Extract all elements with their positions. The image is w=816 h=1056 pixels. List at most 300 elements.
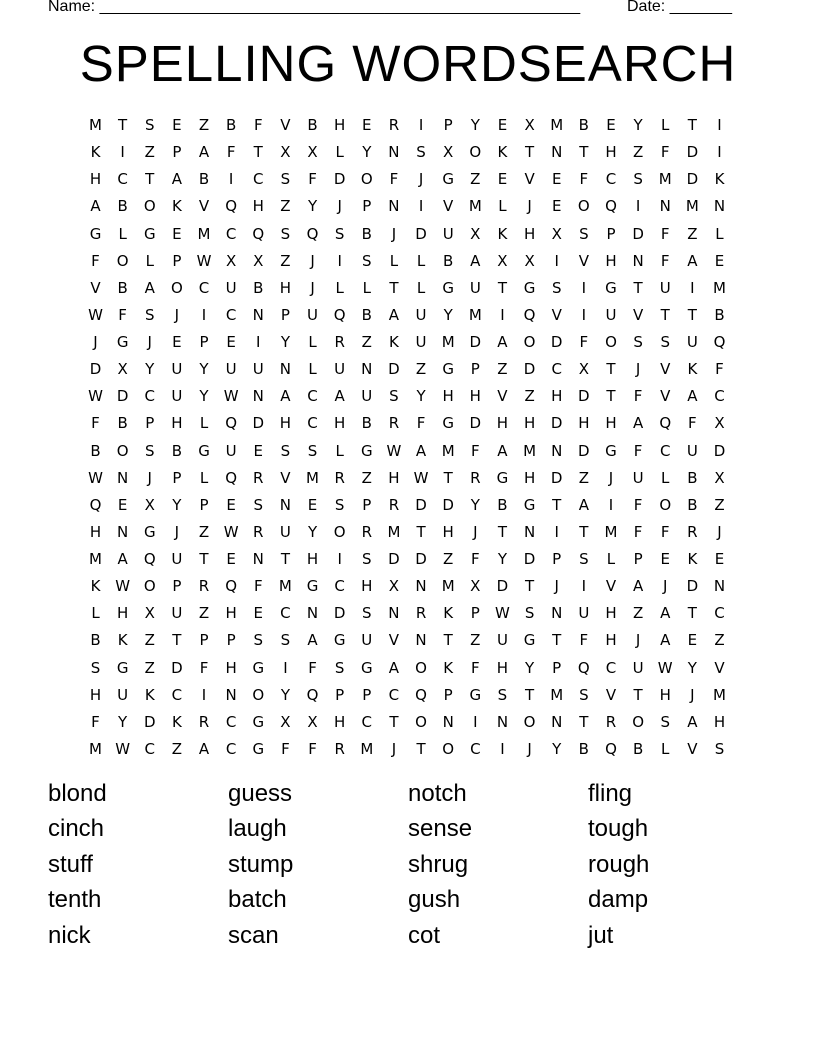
grid-letter: Q: [333, 305, 346, 324]
grid-letter: Z: [714, 495, 725, 514]
grid-letter: D: [89, 360, 102, 379]
grid-letter: Y: [470, 495, 480, 514]
grid-letter: T: [253, 143, 263, 162]
grid-letter: H: [306, 550, 319, 569]
grid-letter: H: [713, 712, 726, 731]
grid-letter: S: [524, 604, 535, 623]
grid-letter: S: [334, 658, 345, 677]
grid-letter: E: [660, 550, 670, 569]
grid-letter: J: [310, 278, 315, 297]
grid-letter: F: [199, 658, 209, 677]
grid-letter: H: [279, 278, 292, 297]
grid-letter: U: [632, 658, 644, 677]
grid-letter: U: [117, 685, 129, 704]
grid-letter: I: [581, 305, 587, 324]
word-list-item: notch: [408, 780, 467, 807]
word-list-item: tough: [588, 815, 649, 842]
word-list-item: stuff: [48, 851, 93, 878]
grid-letter: J: [174, 305, 180, 324]
grid-letter: D: [686, 577, 699, 596]
grid-letter: Y: [633, 116, 643, 134]
grid-letter: L: [498, 197, 507, 216]
grid-letter: L: [362, 278, 371, 297]
grid-letter: D: [496, 577, 509, 596]
grid-letter: B: [578, 116, 589, 134]
grid-letter: D: [550, 414, 563, 433]
grid-letter: G: [523, 495, 536, 514]
grid-letter: C: [714, 604, 725, 623]
grid-letter: S: [362, 604, 372, 623]
grid-letter: C: [225, 305, 237, 324]
grid-letter: O: [116, 251, 129, 270]
grid-letter: J: [418, 170, 424, 189]
grid-letter: S: [280, 170, 291, 189]
grid-letter: C: [225, 224, 237, 243]
grid-letter: T: [579, 712, 589, 731]
grid-letter: T: [524, 143, 535, 162]
grid-letter: Z: [361, 333, 372, 352]
grid-letter: A: [90, 197, 101, 216]
grid-letter: S: [551, 278, 562, 297]
grid-letter: F: [633, 495, 643, 514]
grid-letter: N: [279, 495, 292, 514]
grid-letter: C: [280, 604, 291, 623]
grid-letter: K: [714, 170, 725, 189]
grid-letter: F: [470, 658, 480, 677]
grid-letter: Y: [307, 197, 318, 216]
grid-letter: N: [388, 143, 400, 162]
grid-letter: M: [604, 522, 618, 541]
grid-letter: K: [171, 197, 182, 216]
grid-letter: P: [280, 305, 290, 324]
grid-letter: Y: [497, 550, 508, 569]
grid-letter: I: [500, 305, 505, 324]
grid-letter: C: [307, 387, 318, 406]
grid-letter: R: [198, 577, 210, 596]
grid-letter: L: [661, 739, 670, 758]
grid-letter: S: [660, 333, 670, 352]
grid-letter: N: [252, 550, 264, 569]
grid-letter: F: [633, 441, 643, 460]
grid-letter: Q: [89, 495, 102, 514]
grid-letter: U: [496, 631, 508, 650]
grid-letter: Y: [280, 333, 290, 352]
grid-letter: U: [225, 360, 237, 379]
grid-letter: C: [361, 712, 373, 731]
grid-letter: F: [579, 631, 589, 650]
grid-letter: D: [469, 333, 482, 352]
grid-letter: E: [226, 495, 236, 514]
grid-letter: L: [91, 604, 100, 623]
grid-letter: X: [253, 251, 264, 270]
grid-letter: T: [579, 522, 589, 541]
grid-letter: E: [226, 333, 236, 352]
grid-letter: L: [199, 414, 209, 433]
grid-letter: C: [388, 685, 400, 704]
grid-letter: V: [280, 468, 291, 487]
grid-letter: K: [497, 224, 508, 243]
grid-letter: J: [391, 739, 397, 758]
grid-letter: B: [117, 414, 128, 433]
grid-letter: R: [253, 522, 264, 541]
grid-letter: X: [470, 224, 481, 243]
grid-letter: R: [388, 495, 400, 514]
grid-letter: T: [497, 278, 508, 297]
grid-letter: H: [252, 197, 264, 216]
grid-letter: H: [388, 468, 400, 487]
grid-letter: E: [362, 116, 372, 134]
grid-letter: C: [225, 712, 237, 731]
grid-letter: J: [554, 577, 559, 596]
grid-letter: K: [117, 631, 128, 650]
grid-letter: M: [89, 116, 102, 134]
grid-letter: V: [660, 387, 671, 406]
grid-letter: G: [252, 712, 265, 731]
grid-letter: G: [605, 278, 617, 297]
grid-letter: I: [418, 197, 424, 216]
grid-letter: B: [225, 116, 237, 134]
grid-letter: J: [663, 577, 668, 596]
grid-letter: U: [686, 333, 698, 352]
grid-letter: V: [280, 116, 291, 134]
grid-letter: Z: [714, 631, 725, 650]
grid-letter: O: [605, 333, 617, 352]
grid-letter: A: [198, 739, 210, 758]
grid-letter: J: [527, 197, 532, 216]
grid-letter: H: [496, 414, 509, 433]
grid-letter: F: [660, 143, 670, 162]
grid-letter: F: [633, 387, 643, 406]
grid-letter: W: [88, 468, 103, 487]
grid-letter: S: [144, 305, 155, 324]
grid-letter: V: [578, 251, 589, 270]
grid-letter: G: [496, 468, 509, 487]
grid-letter: Z: [144, 143, 155, 162]
grid-letter: J: [174, 522, 180, 541]
grid-letter: Z: [280, 251, 291, 270]
grid-letter: B: [307, 116, 318, 134]
grid-letter: P: [470, 360, 480, 379]
grid-letter: O: [632, 712, 644, 731]
grid-letter: U: [469, 278, 481, 297]
grid-letter: C: [144, 739, 155, 758]
grid-letter: S: [334, 495, 345, 514]
grid-letter: M: [197, 224, 211, 243]
word-list-item: rough: [588, 851, 650, 878]
grid-letter: J: [391, 224, 397, 243]
grid-letter: G: [442, 414, 454, 433]
grid-letter: E: [172, 116, 182, 134]
grid-letter: X: [144, 604, 155, 623]
grid-letter: Q: [225, 577, 238, 596]
grid-letter: B: [632, 739, 644, 758]
grid-letter: M: [550, 685, 564, 704]
grid-letter: F: [253, 577, 263, 596]
word-list-item: laugh: [228, 815, 287, 842]
grid-letter: F: [688, 414, 697, 433]
grid-letter: X: [388, 577, 400, 596]
grid-letter: D: [415, 224, 427, 243]
grid-letter: D: [632, 224, 644, 243]
grid-letter: J: [310, 251, 315, 270]
grid-letter: H: [225, 658, 237, 677]
grid-letter: U: [578, 604, 590, 623]
grid-letter: U: [361, 631, 373, 650]
grid-letter: S: [280, 441, 291, 460]
grid-letter: C: [470, 739, 481, 758]
grid-letter: Z: [144, 631, 155, 650]
grid-letter: V: [90, 278, 101, 297]
grid-letter: P: [145, 414, 155, 433]
grid-letter: H: [659, 685, 671, 704]
grid-letter: X: [497, 251, 508, 270]
grid-letter: Q: [143, 550, 156, 569]
grid-letter: C: [253, 170, 264, 189]
grid-letter: U: [171, 360, 183, 379]
grid-letter: G: [442, 278, 454, 297]
grid-letter: F: [91, 251, 100, 270]
grid-letter: Z: [687, 224, 698, 243]
grid-letter: N: [551, 604, 563, 623]
grid-letter: G: [116, 658, 129, 677]
grid-letter: D: [523, 550, 536, 569]
grid-letter: Z: [632, 604, 644, 623]
word-list-item: nick: [48, 922, 91, 949]
grid-letter: K: [90, 143, 101, 162]
word-list-item: shrug: [408, 851, 469, 878]
grid-letter: M: [278, 577, 292, 596]
grid-letter: I: [500, 739, 505, 758]
grid-letter: T: [633, 278, 643, 297]
grid-letter: D: [388, 360, 400, 379]
grid-letter: Y: [524, 658, 535, 677]
grid-letter: C: [714, 387, 725, 406]
grid-letter: Z: [361, 468, 372, 487]
grid-letter: W: [115, 577, 131, 596]
grid-letter: N: [117, 468, 129, 487]
word-list-item: stump: [228, 851, 294, 878]
grid-letter: B: [253, 278, 264, 297]
grid-letter: H: [523, 224, 536, 243]
grid-letter: T: [118, 116, 128, 134]
grid-letter: I: [256, 333, 261, 352]
grid-letter: J: [93, 333, 98, 352]
word-list-item: damp: [588, 886, 649, 913]
grid-letter: Z: [280, 197, 291, 216]
grid-letter: L: [118, 224, 127, 243]
grid-letter: R: [253, 468, 264, 487]
grid-letter: D: [550, 333, 563, 352]
grid-letter: T: [172, 631, 182, 650]
grid-letter: A: [687, 251, 698, 270]
grid-letter: S: [633, 170, 643, 189]
grid-letter: R: [470, 468, 481, 487]
grid-letter: Z: [470, 170, 481, 189]
grid-letter: A: [388, 305, 400, 324]
grid-letter: M: [89, 739, 102, 758]
grid-letter: Z: [144, 658, 155, 677]
grid-letter: E: [253, 441, 263, 460]
grid-letter: Y: [552, 739, 562, 758]
grid-letter: F: [91, 414, 100, 433]
grid-letter: X: [524, 251, 535, 270]
grid-letter: V: [443, 197, 454, 216]
grid-letter: D: [171, 658, 183, 677]
grid-letter: M: [306, 468, 319, 487]
grid-letter: A: [144, 278, 155, 297]
grid-letter: J: [690, 685, 695, 704]
grid-letter: Q: [225, 468, 238, 487]
grid-letter: K: [389, 333, 399, 352]
grid-letter: O: [577, 197, 590, 216]
grid-letter: X: [307, 143, 318, 162]
grid-letter: A: [497, 441, 508, 460]
grid-letter: F: [281, 739, 290, 758]
grid-letter: V: [524, 170, 535, 189]
grid-letter: J: [635, 631, 641, 650]
grid-letter: A: [470, 251, 481, 270]
grid-letter: O: [659, 495, 672, 514]
grid-letter: X: [226, 251, 237, 270]
grid-letter: M: [468, 197, 482, 216]
grid-letter: I: [581, 577, 587, 596]
grid-letter: Q: [252, 224, 265, 243]
grid-letter: S: [416, 143, 426, 162]
grid-letter: R: [388, 414, 400, 433]
grid-letter: A: [415, 441, 427, 460]
grid-letter: G: [333, 631, 346, 650]
grid-letter: G: [469, 685, 482, 704]
date-field-label: Date: _______: [627, 0, 732, 15]
grid-letter: X: [578, 360, 589, 379]
grid-letter: I: [581, 278, 587, 297]
grid-letter: N: [252, 387, 264, 406]
grid-letter: P: [552, 658, 562, 677]
grid-letter: C: [659, 441, 671, 460]
grid-letter: M: [523, 441, 537, 460]
grid-letter: M: [685, 197, 699, 216]
grid-letter: G: [143, 522, 156, 541]
grid-letter: H: [89, 170, 102, 189]
grid-letter: H: [605, 251, 617, 270]
grid-letter: F: [118, 305, 127, 324]
grid-letter: J: [717, 522, 722, 541]
grid-letter: U: [361, 387, 373, 406]
grid-letter: Y: [199, 387, 209, 406]
grid-letter: E: [117, 495, 128, 514]
word-list-item: blond: [48, 780, 107, 807]
grid-letter: M: [441, 333, 455, 352]
grid-letter: Z: [198, 522, 210, 541]
grid-letter: V: [632, 305, 644, 324]
grid-letter: Y: [470, 116, 480, 134]
grid-letter: O: [333, 522, 346, 541]
grid-letter: S: [389, 387, 399, 406]
grid-letter: H: [605, 604, 617, 623]
grid-letter: S: [633, 333, 643, 352]
grid-letter: F: [715, 360, 724, 379]
grid-letter: P: [199, 333, 209, 352]
grid-letter: Z: [171, 739, 183, 758]
grid-letter: R: [361, 522, 373, 541]
grid-letter: I: [120, 143, 125, 162]
grid-letter: Y: [172, 495, 182, 514]
grid-letter: N: [659, 197, 671, 216]
grid-letter: N: [225, 685, 237, 704]
grid-letter: A: [307, 631, 318, 650]
grid-letter: Q: [605, 197, 617, 216]
grid-letter: T: [606, 387, 616, 406]
grid-letter: V: [497, 387, 508, 406]
grid-letter: G: [89, 224, 102, 243]
grid-letter: H: [225, 604, 237, 623]
grid-letter: G: [252, 658, 265, 677]
grid-letter: Y: [118, 712, 128, 731]
grid-letter: Z: [470, 631, 481, 650]
grid-letter: E: [714, 550, 725, 569]
grid-letter: B: [578, 739, 589, 758]
grid-letter: R: [687, 522, 698, 541]
grid-letter: C: [605, 658, 617, 677]
grid-letter: L: [335, 143, 344, 162]
grid-letter: L: [661, 116, 670, 134]
grid-letter: I: [418, 116, 424, 134]
grid-letter: U: [415, 305, 427, 324]
grid-letter: V: [687, 739, 698, 758]
grid-letter: E: [497, 116, 508, 134]
grid-letter: N: [713, 197, 726, 216]
grid-letter: Z: [443, 550, 454, 569]
grid-letter: K: [443, 658, 454, 677]
grid-letter: R: [415, 604, 427, 623]
grid-letter: W: [88, 387, 103, 406]
grid-letter: G: [442, 360, 454, 379]
grid-letter: E: [253, 604, 263, 623]
grid-letter: B: [198, 170, 210, 189]
grid-letter: R: [605, 712, 617, 731]
grid-letter: L: [335, 278, 344, 297]
grid-letter: X: [443, 143, 454, 162]
grid-letter: D: [388, 550, 400, 569]
grid-letter: F: [660, 522, 670, 541]
grid-letter: L: [145, 251, 154, 270]
grid-letter: U: [171, 604, 183, 623]
grid-letter: K: [171, 712, 182, 731]
grid-letter: B: [361, 305, 372, 324]
grid-letter: X: [551, 224, 562, 243]
grid-letter: A: [198, 143, 210, 162]
grid-letter: G: [116, 333, 129, 352]
grid-letter: O: [442, 739, 455, 758]
grid-letter: X: [307, 712, 318, 731]
grid-letter: M: [89, 550, 102, 569]
grid-letter: P: [606, 224, 616, 243]
grid-letter: L: [606, 550, 616, 569]
grid-letter: Q: [605, 739, 617, 758]
grid-letter: A: [334, 387, 345, 406]
grid-letter: S: [362, 550, 372, 569]
grid-letter: T: [145, 170, 155, 189]
grid-letter: J: [527, 739, 532, 758]
grid-letter: F: [470, 441, 480, 460]
grid-letter: I: [717, 116, 722, 134]
grid-letter: H: [361, 577, 373, 596]
grid-letter: T: [660, 305, 670, 324]
grid-letter: L: [389, 251, 399, 270]
grid-letter: W: [413, 468, 429, 487]
grid-letter: Q: [659, 414, 672, 433]
grid-letter: E: [606, 116, 616, 134]
